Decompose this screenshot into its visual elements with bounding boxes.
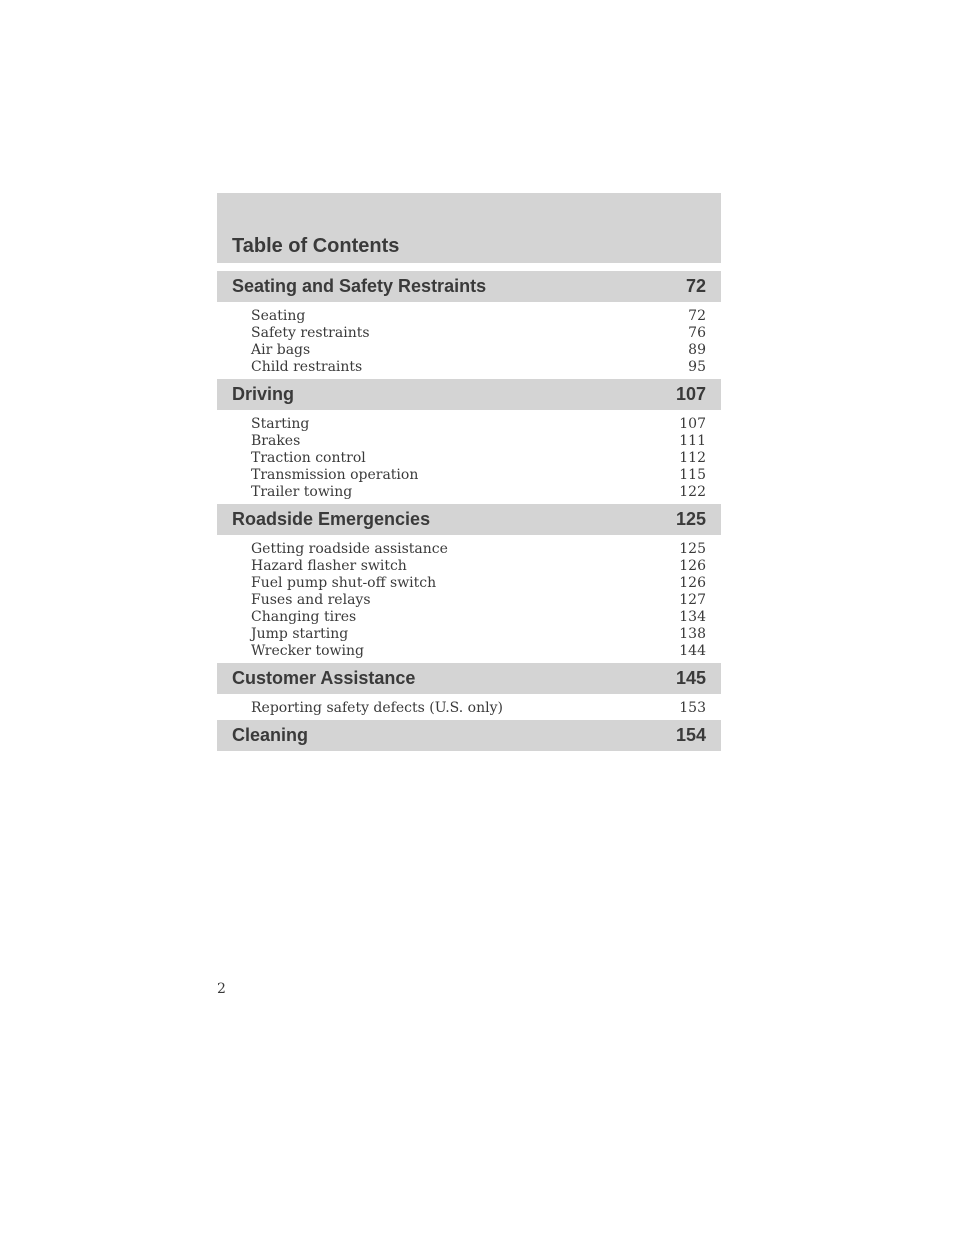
toc-entry-page: 107 (679, 416, 706, 432)
toc-entry-label: Trailer towing (251, 484, 353, 500)
section-title: Customer Assistance (232, 668, 416, 688)
toc-entry-page: 76 (688, 325, 706, 341)
toc-entry[interactable] (251, 643, 706, 660)
toc-entry-label: Wrecker towing (251, 643, 364, 659)
toc-entry-label: Air bags (251, 342, 311, 358)
toc-entry[interactable] (251, 700, 706, 717)
section-title: Roadside Emergencies (232, 509, 431, 529)
toc-entry-page: 138 (679, 626, 706, 642)
toc-entry-label: Brakes (251, 433, 301, 449)
section-title: Driving (232, 384, 295, 404)
toc-entry-label: Hazard flasher switch (251, 558, 407, 574)
toc-entry-page: 127 (679, 592, 706, 608)
toc-entry-page: 125 (679, 541, 706, 557)
toc-sections (217, 271, 721, 751)
toc-entry-label: Traction control (251, 450, 366, 466)
toc-entry[interactable] (251, 626, 706, 643)
toc-entry-page: 126 (679, 558, 706, 574)
toc-entry-label: Reporting safety defects (U.S. only) (251, 700, 503, 716)
toc-entry-label: Fuses and relays (251, 592, 371, 608)
toc-entry-label: Safety restraints (251, 325, 370, 341)
toc-title-block (217, 193, 721, 263)
section-page: 125 (675, 509, 706, 529)
toc-entry[interactable] (251, 575, 706, 592)
spacer (217, 263, 721, 271)
toc-entry-page: 89 (688, 342, 706, 358)
toc-entry[interactable] (251, 609, 706, 626)
toc-entry-page: 144 (679, 643, 706, 659)
toc-entry-page: 134 (679, 609, 706, 625)
section-items (217, 302, 721, 379)
page-number: 2 (217, 981, 226, 997)
toc-entry[interactable] (251, 433, 706, 450)
section-header[interactable] (217, 504, 721, 535)
toc-entry-page: 153 (679, 700, 706, 716)
toc-entry-page: 115 (679, 467, 706, 483)
section-header[interactable] (217, 271, 721, 302)
toc-entry-label: Seating (251, 308, 306, 324)
page-title: Table of Contents (232, 235, 400, 257)
section-header[interactable] (217, 663, 721, 694)
toc-entry-page: 111 (679, 433, 706, 449)
toc-entry[interactable] (251, 450, 706, 467)
section-page: 107 (675, 384, 706, 404)
toc-entry-page: 95 (688, 359, 706, 375)
toc-entry-label: Transmission operation (251, 467, 419, 483)
toc-entry-page: 122 (679, 484, 706, 500)
section-page: 145 (675, 668, 706, 688)
section-title: Cleaning (232, 725, 309, 745)
toc-entry-page: 72 (688, 308, 706, 324)
toc-entry[interactable] (251, 325, 706, 342)
table-of-contents (217, 193, 721, 751)
toc-entry[interactable] (251, 359, 706, 376)
toc-entry-label: Jump starting (251, 626, 349, 642)
toc-entry[interactable] (251, 592, 706, 609)
section-items (217, 535, 721, 663)
toc-entry-label: Child restraints (251, 359, 363, 375)
toc-entry-label: Starting (251, 416, 310, 432)
toc-entry[interactable] (251, 416, 706, 433)
toc-entry-page: 112 (679, 450, 706, 466)
section-items (217, 694, 721, 720)
section-page: 72 (685, 276, 706, 296)
toc-entry[interactable] (251, 558, 706, 575)
toc-entry[interactable] (251, 484, 706, 501)
toc-entry-page: 126 (679, 575, 706, 591)
section-title: Seating and Safety Restraints (232, 276, 487, 296)
toc-entry[interactable] (251, 342, 706, 359)
toc-entry-label: Fuel pump shut-off switch (251, 575, 437, 591)
toc-entry-label: Changing tires (251, 609, 357, 625)
toc-entry[interactable] (251, 308, 706, 325)
section-header[interactable] (217, 379, 721, 410)
toc-entry-label: Getting roadside assistance (251, 541, 448, 557)
section-header[interactable] (217, 720, 721, 751)
section-page: 154 (675, 725, 706, 745)
toc-entry[interactable] (251, 541, 706, 558)
toc-entry[interactable] (251, 467, 706, 484)
section-items (217, 410, 721, 504)
